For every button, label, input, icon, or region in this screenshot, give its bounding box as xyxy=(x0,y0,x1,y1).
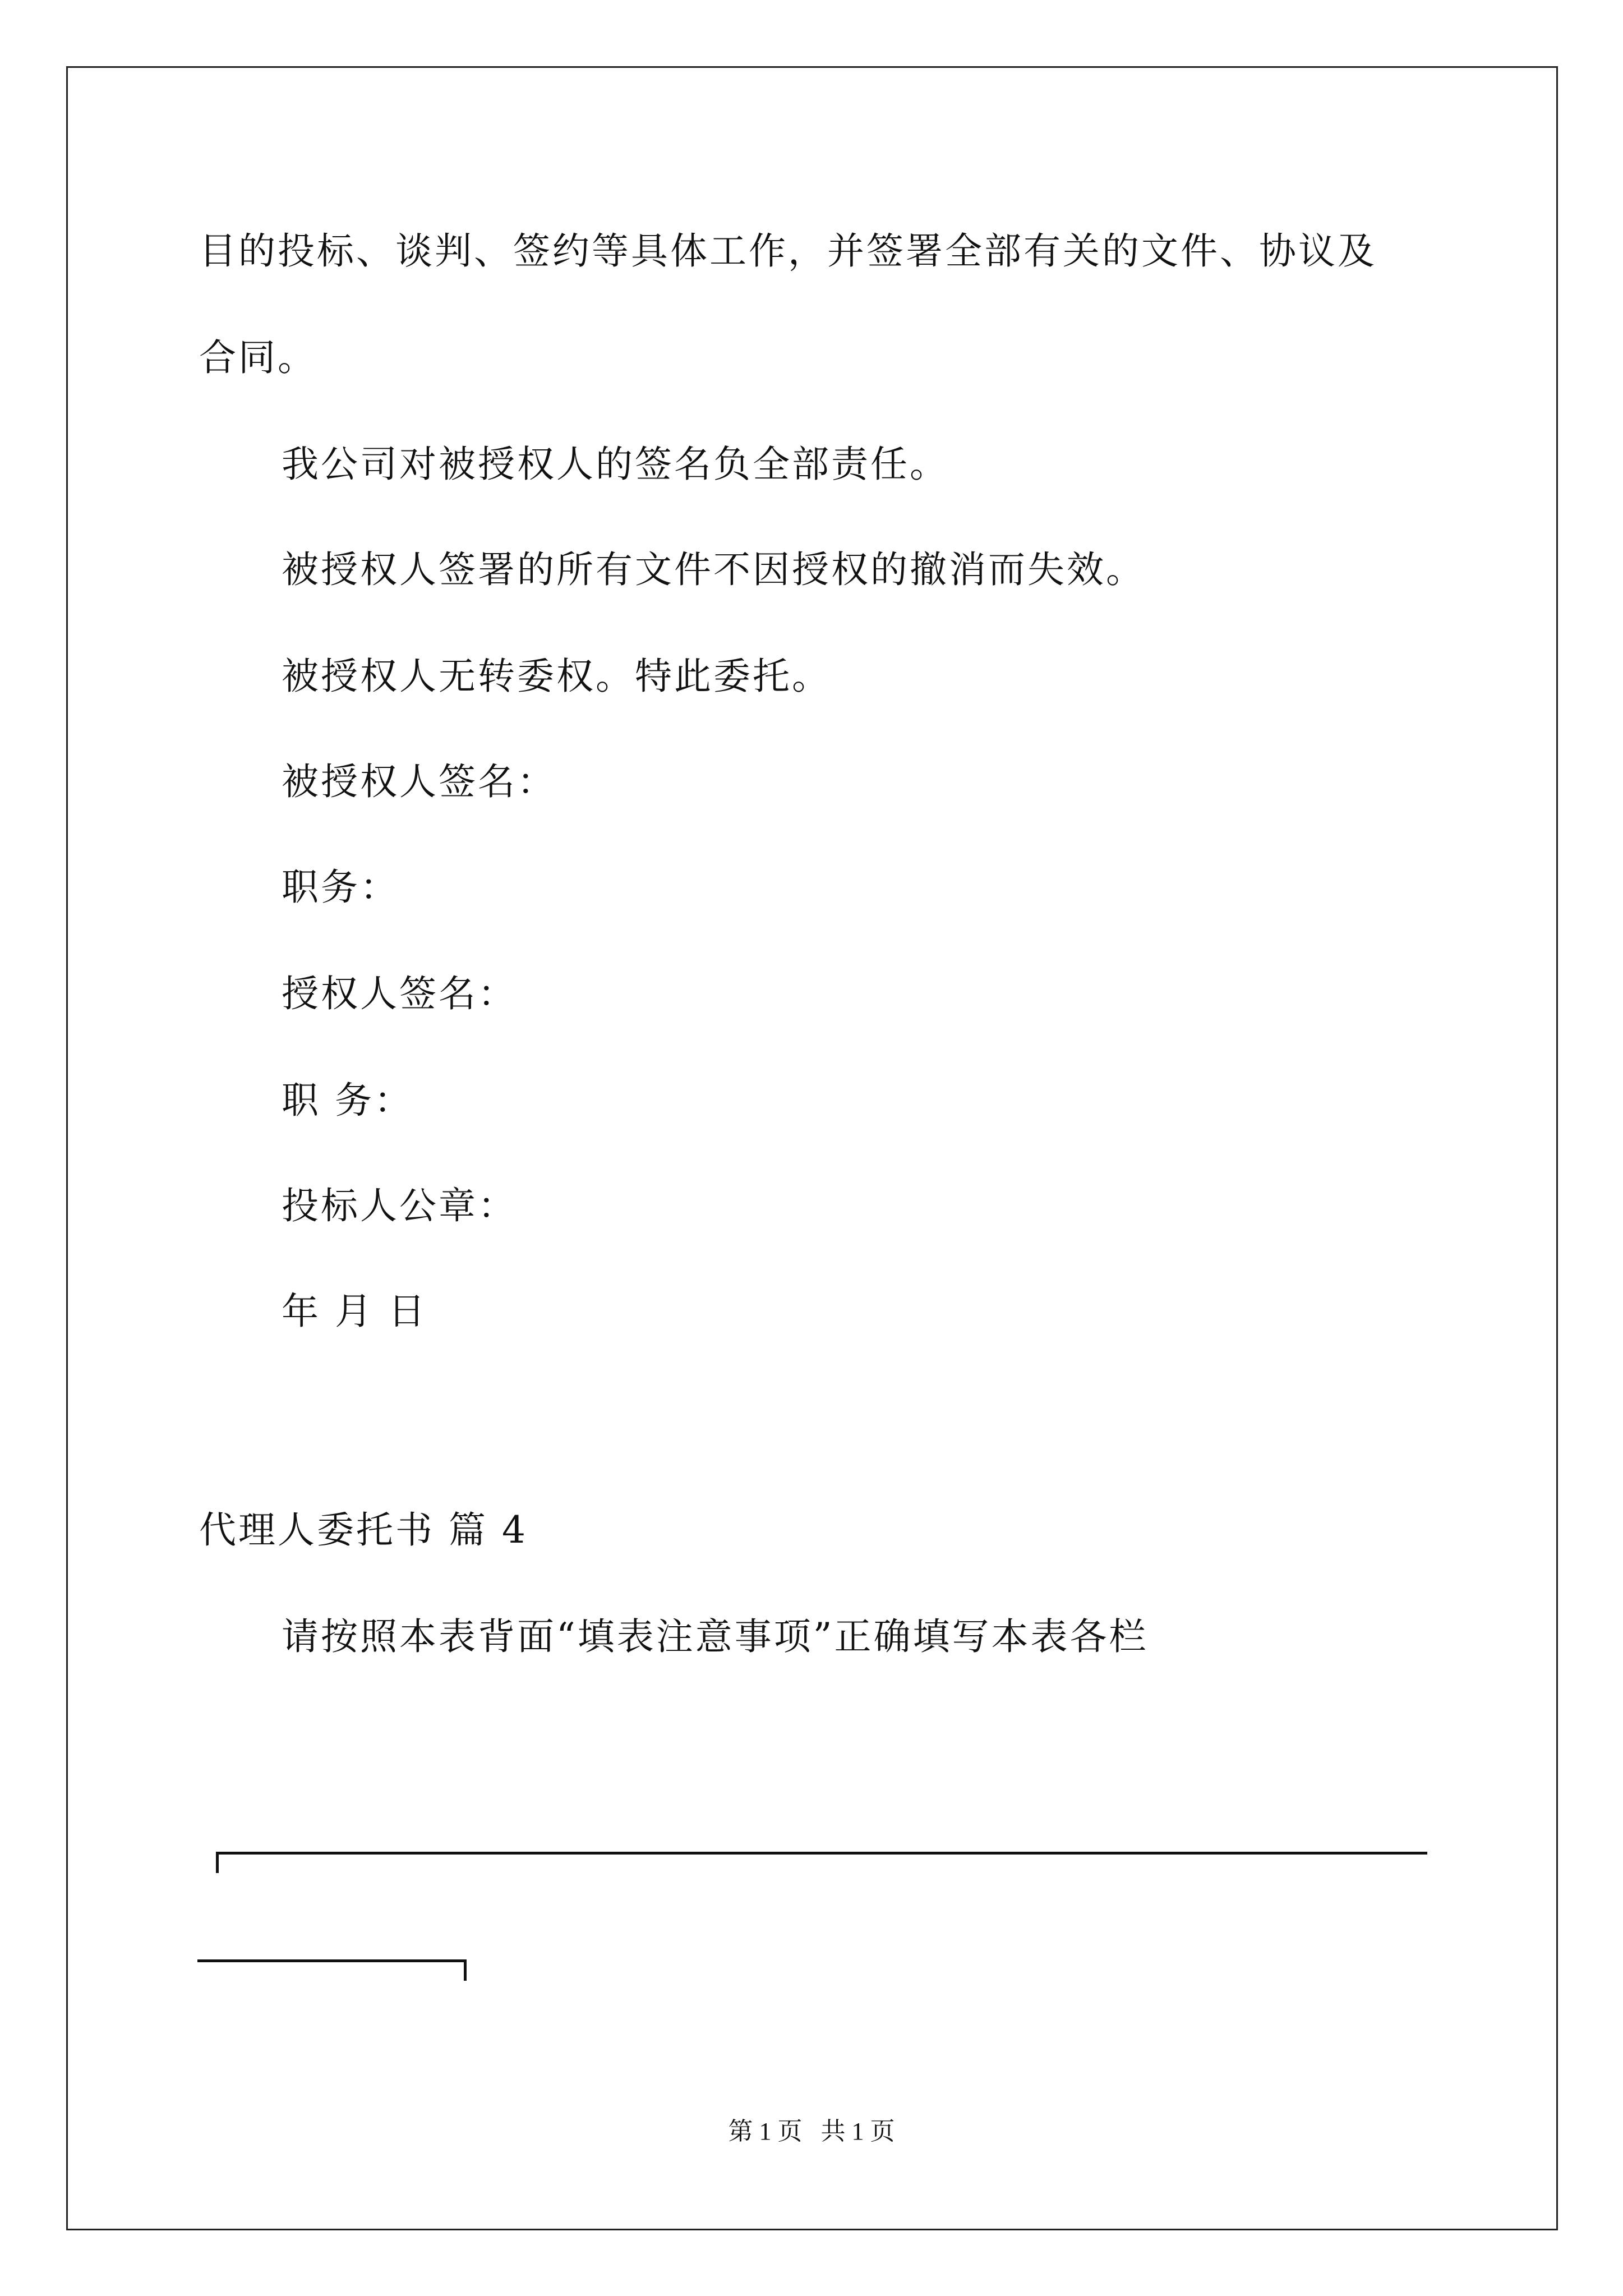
paragraph-line: 合同。 xyxy=(199,336,317,379)
grantor-position-label: 职 务： xyxy=(282,1079,413,1122)
grantee-signature-label: 被授权人签名： xyxy=(282,760,556,803)
grantor-signature-label: 授权人签名： xyxy=(282,972,517,1015)
validity-statement: 被授权人签署的所有文件不因授权的撤消而失效。 xyxy=(282,548,1145,591)
form-top-left-tick xyxy=(216,1852,219,1873)
date-label: 年 月 日 xyxy=(282,1290,427,1333)
form-instruction: 请按照本表背面“填表注意事项”正确填写本表各栏 xyxy=(282,1615,1149,1658)
page-border xyxy=(66,66,1558,2230)
grantee-position-label: 职务： xyxy=(282,866,399,909)
page-footer: 第 1 页 共 1 页 xyxy=(728,2118,895,2145)
form-top-rule xyxy=(216,1852,1427,1855)
form-bottom-rule xyxy=(197,1959,467,1962)
section-heading: 代理人委托书 篇 4 xyxy=(199,1508,528,1552)
form-bottom-right-tick xyxy=(464,1959,467,1981)
paragraph-line: 目的投标、谈判、签约等具体工作，并签署全部有关的文件、协议及 xyxy=(199,229,1377,273)
responsibility-statement: 我公司对被授权人的签名负全部责任。 xyxy=(282,443,949,486)
bidder-seal-label: 投标人公章： xyxy=(282,1184,517,1227)
no-transfer-statement: 被授权人无转委权。特此委托。 xyxy=(282,655,831,698)
